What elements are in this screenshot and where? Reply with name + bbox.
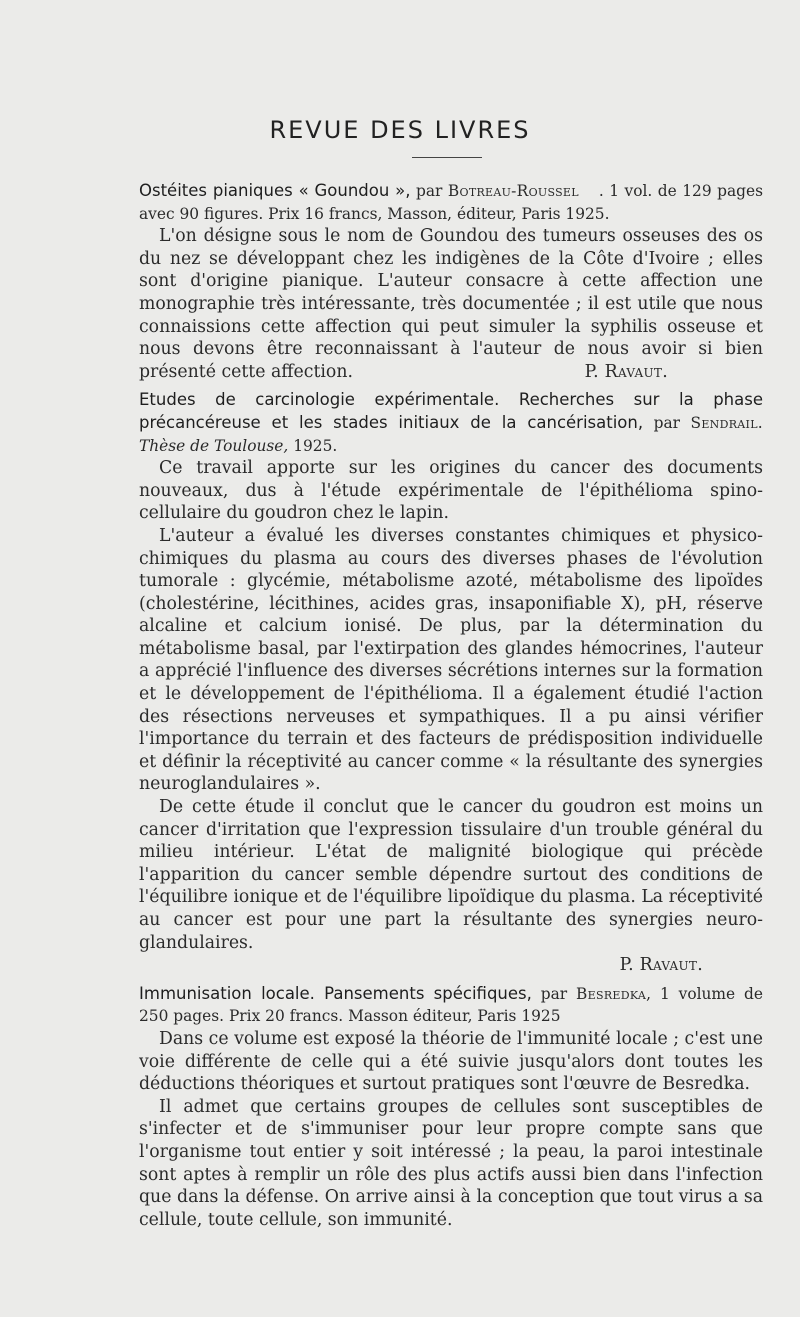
review-heading: Ostéites pianiques « Goundou », par Botreau-Roussel . 1 vol. de 129 pages avec 90 figures. Prix 16 francs, Masson, éditeur, Paris 1925. [139, 181, 763, 223]
review-title: Ostéites pianiques « Goundou », [139, 181, 411, 200]
review-paragraph: De cette étude il conclut que le cancer du goudron est moins un cancer d'irritation que l'expression tissulaire d'un trouble général du milieu intérieur. L'état de malignité biologique qui précède l'apparition du cancer semble dépendre surtout des conditions de l'équilibre ionique et de l'équilibre lipoïdique du plasma. La réceptivité au cancer est pour une part la résultante des synergies neuro-glandulaires. [139, 797, 763, 953]
review-publication-info: . 1 vol. de 129 pages avec 90 figures. Prix 16 francs, Masson, éditeur, Paris 1925. [139, 182, 763, 223]
title-rule [412, 157, 482, 158]
review-title: Etudes de carcinologie expérimentale. Recherches sur la phase précancéreuse et les stades initiaux de la cancérisation, [139, 390, 763, 432]
review-thesis-source: Thèse de Toulouse, [139, 436, 289, 455]
review-signature: P. Ravaut. [584, 361, 668, 382]
review-title: Immunisation locale. Pansements spécifiques, [139, 983, 532, 1003]
review-heading: Etudes de carcinologie expérimentale. Recherches sur la phase précancéreuse et les stades initiaux de la cancérisation, par Sendrail. Thèse de Toulouse, 1925. [139, 390, 763, 455]
review-heading: Immunisation locale. Pansements spécifiques, par Besredka, 1 volume de 250 pages. Prix 20 francs. Masson éditeur, Paris 1925 [139, 983, 763, 1026]
review-publication-info: , 1 volume de 250 pages. Prix 20 francs. Masson éditeur, Paris 1925 [139, 984, 763, 1026]
review-paragraph: Ce travail apporte sur les origines du cancer des documents nouveaux, dus à l'étude expérimentale de l'épithélioma spino-cellulaire du goudron chez le lapin. [139, 458, 763, 524]
review-publication-info: 1925. [288, 436, 338, 455]
review-entry-3 [139, 983, 763, 1232]
review-author: Besredka [576, 984, 647, 1003]
review-author: Botreau-Roussel [447, 182, 579, 200]
review-entry-2 [139, 389, 763, 976]
review-paragraph: L'on désigne sous le nom de Goundou des tumeurs osseuses des os du nez se développant chez les indigènes de la Côte d'Ivoire ; elles sont d'origine pianique. L'auteur consacre à cette affection une monographie très intéressante, très documentée ; il est utile que nous connaissions cette affection qui peut simuler la syphilis osseuse et nous devons être reconnaissant à l'auteur de nous avoir si bien présenté cette affection. [139, 226, 763, 382]
review-paragraph: Dans ce volume est exposé la théorie de l'immunité locale ; c'est une voie différente de celle qui a été suivie jusqu'alors dont toutes les déductions théoriques et surtout pratiques sont l'œuvre de Besredka. [139, 1028, 763, 1095]
review-paragraph: L'auteur a évalué les diverses constantes chimiques et physico-chimiques du plasma au cours des diverses phases de l'évolution tumorale : glycémie, métabolisme azoté, métabolisme des lipoïdes (cholestérine, lécithines, acides gras, insaponifiable X), pH, réserve alcaline et calcium ionisé. De plus, par la détermination du métabolisme basal, par l'extirpation des glandes hémocrines, l'auteur a apprécié l'influence des diverses sécrétions internes sur la formation et le développement de l'épithélioma. Il a également étudié l'action des résections nerveuses et sympathiques. Il a pu ainsi vérifier l'importance du terrain et des facteurs de prédisposition individuelle et définir la réceptivité au cancer comme « la résultante des synergies neuroglandulaires ». [139, 525, 763, 795]
review-paragraph: Il admet que certains groupes de cellules sont susceptibles de s'infecter et de s'immuniser pour leur propre compte sans que l'organisme tout entier y soit intéressé ; la peau, la paroi intestinale sont aptes à remplir un rôle des plus actifs aussi bien dans l'infection que dans la défense. On arrive ainsi à la conception que tout virus a sa cellule, toute cellule, son immunité. [139, 1096, 763, 1230]
review-author: Sendrail. [690, 413, 763, 432]
review-signature: P. Ravaut. [619, 955, 703, 976]
page-title: REVUE DES LIVRES [269, 116, 531, 144]
reviews-column [139, 180, 763, 1237]
review-entry-1 [139, 180, 763, 383]
